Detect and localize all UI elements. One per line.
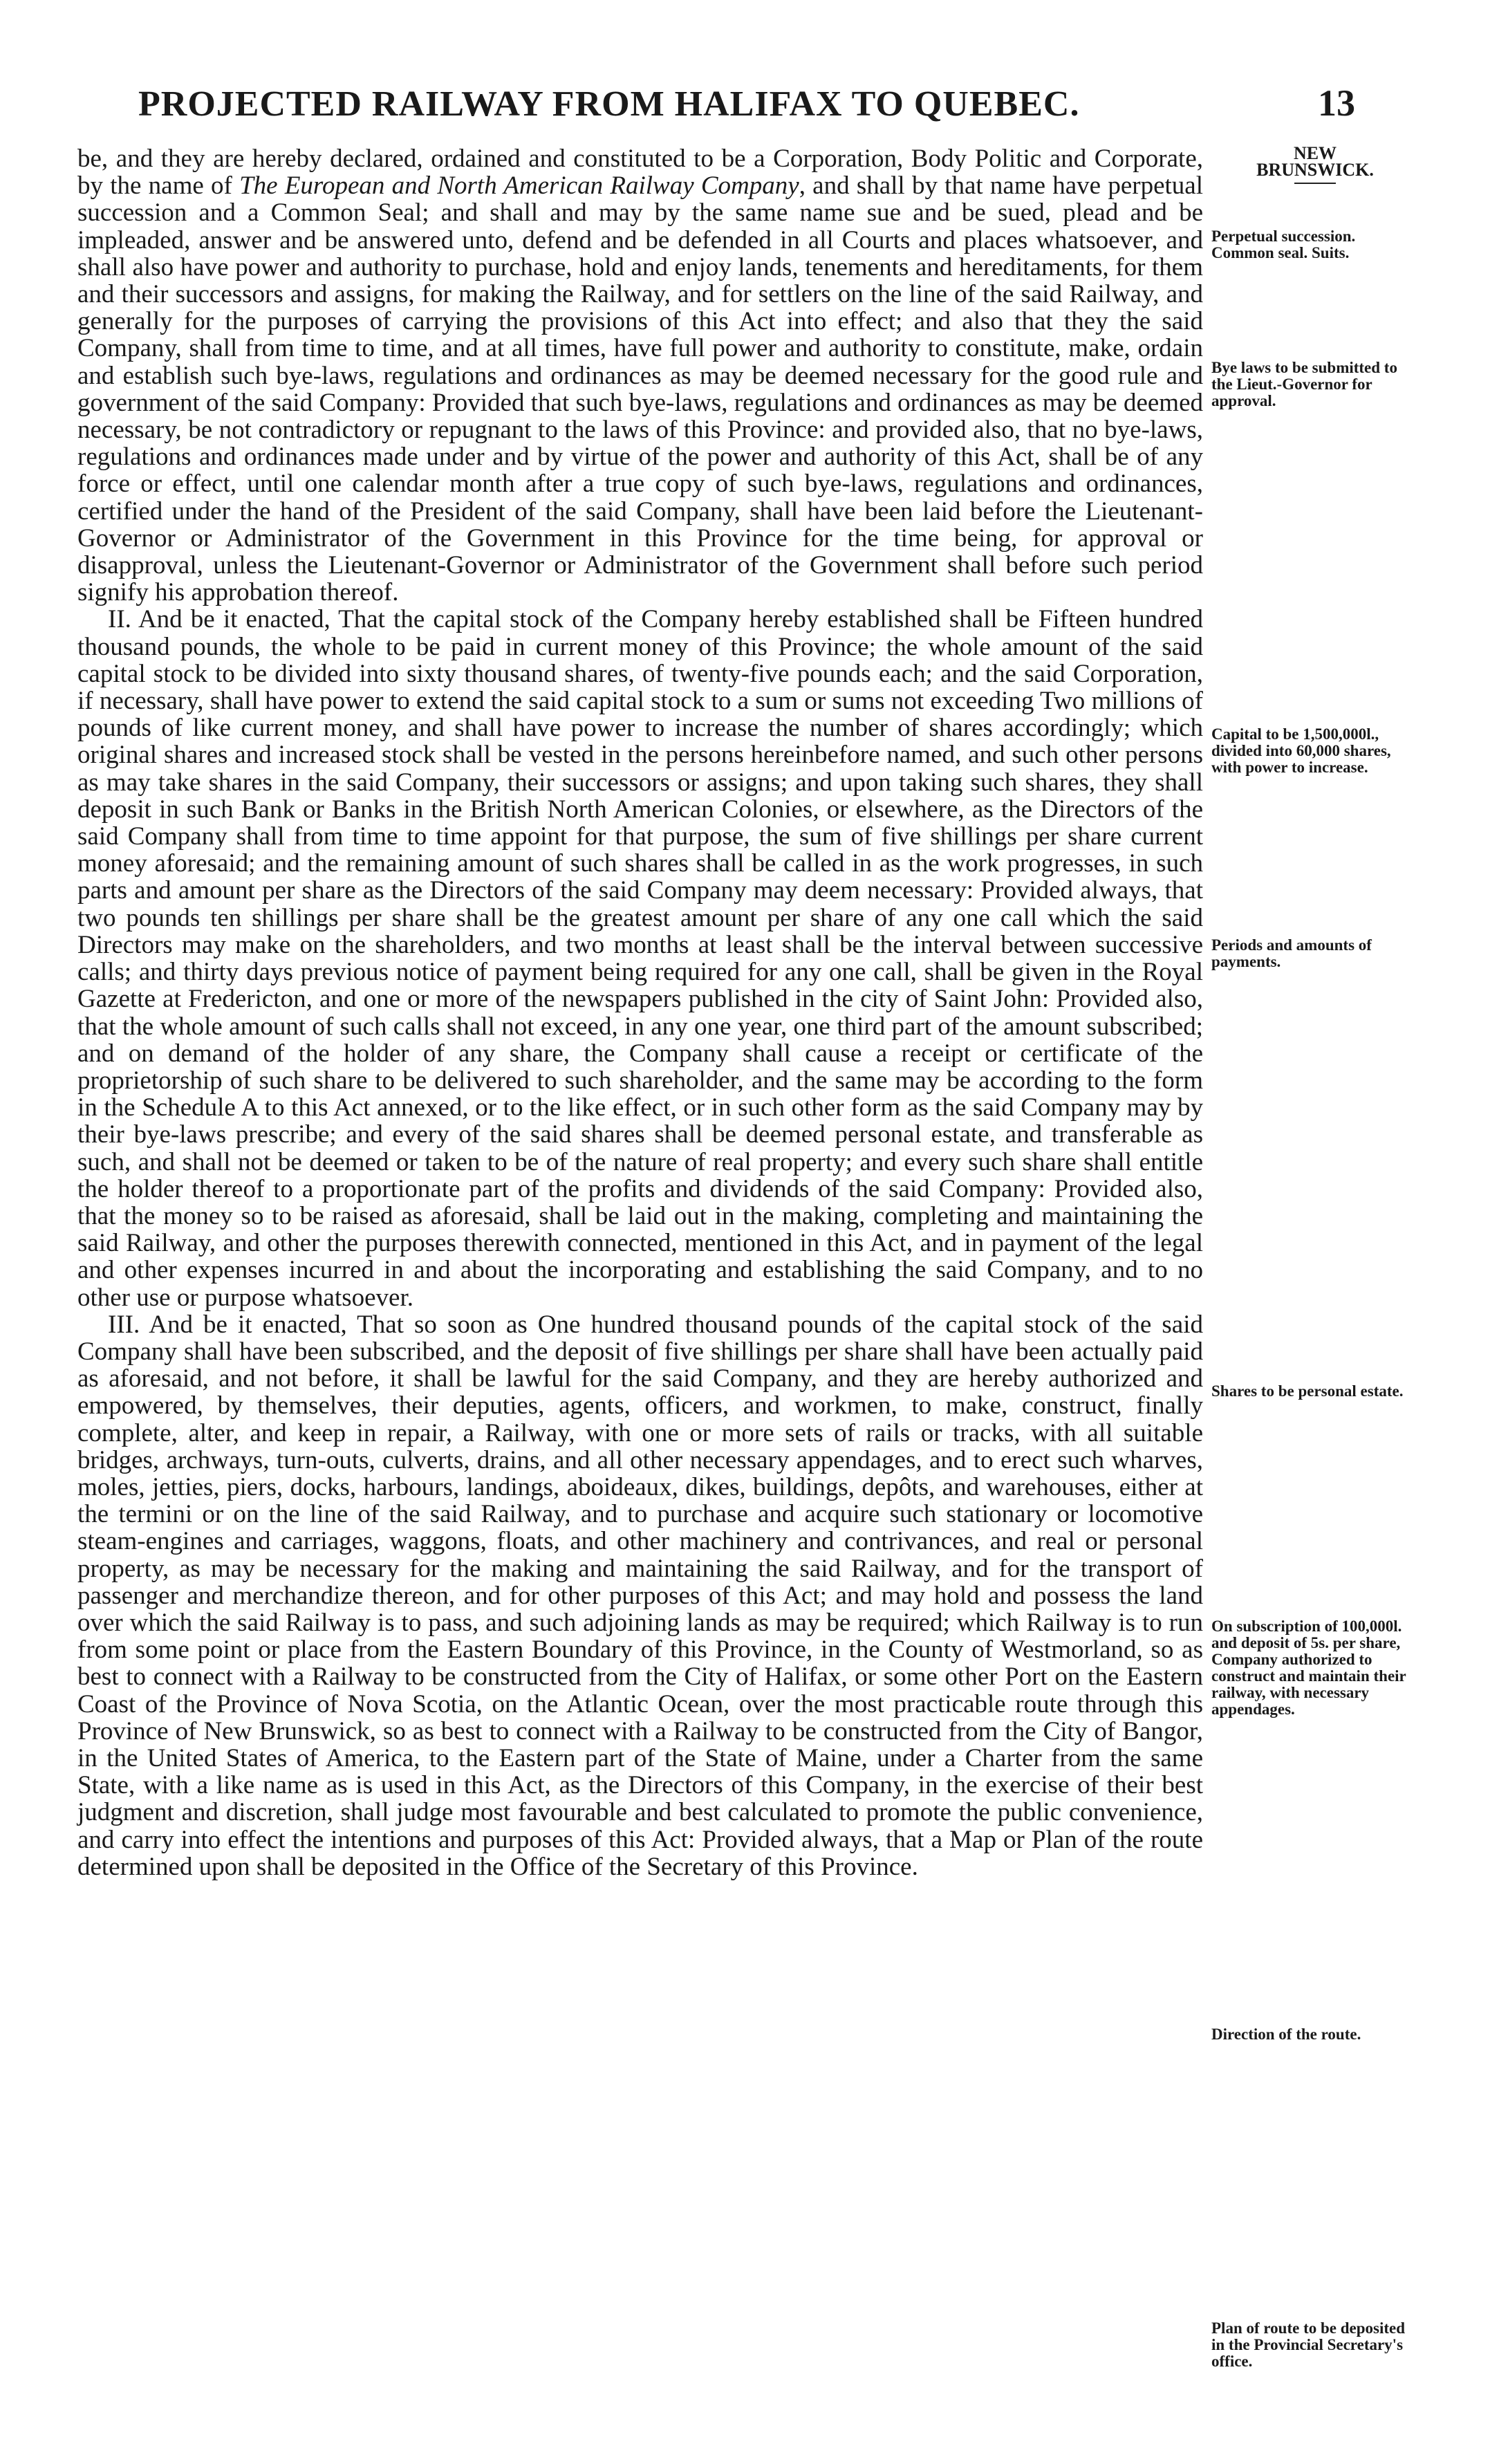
page-number: 13 [1318,82,1355,124]
margin-note-subscription: On subscription of 100,000l. and deposit of 5s. per share, Company authorized to construct and maintain their railway, with necessary appendages. [1211,1618,1406,1718]
running-head: PROJECTED RAILWAY FROM HALIFAX TO QUEBEC. [138,84,1080,124]
margin-rule [1294,183,1336,184]
page-header [138,82,1355,130]
section-1-paragraph: be, and they are hereby declared, ordained and constituted to be a Corporation, Body Politic and Corporate, by the name of The European and North American Railway Company, and shall by that name have perpetual succession and a Common Seal; and shall and may by the same name sue and be sued, plead and be impleaded, answer and be answered unto, defend and be defended in all Courts and places whatsoever, and shall also have power and authority to purchase, hold and enjoy lands, tenements and hereditaments, for them and their successors and assigns, for making the Railway, and for settlers on the line of the said Railway, and generally for the purposes of carrying the provisions of this Act into effect; and also that they the said Company, shall from time to time, and at all times, have full power and authority to constitute, make, ordain and establish such bye-laws, regulations and ordinances as may be deemed necessary for the good rule and government of the said Company: Provided that such bye-laws, regulations and ordinances as may be deemed necessary, be not contradictory or repugnant to the laws of this Province: and provided also, that no bye-laws, regulations and ordinances made under and by virtue of the power and authority of this Act, shall be of any force or effect, until one calendar month after a true copy of such bye-laws, regulations and ordinances, certified under the hand of the President of the said Company, shall have been laid before the Lieutenant-Governor or Administrator of the Government in this Province for the time being, for approval or disapproval, unless the Lieutenant-Governor or Administrator of the Government shall before such period signify his approbation thereof. [77,145,1203,607]
company-name: The European and North American Railway Company [239,172,799,201]
margin-note-direction: Direction of the route. [1211,2026,1361,2043]
section-2-paragraph: II. And be it enacted, That the capital stock of the Company hereby established shall be Fifteen hundred thousand pounds, the whole to be paid in current money of this Province; the whole amount of the said capital stock to be divided into sixty thousand shares, of twenty-five pounds each; and the said Corporation, if necessary, shall have power to extend the said capital stock to a sum or sums not exceeding Two millions of pounds of like current money, and shall have power to increase the number of shares accordingly; which original shares and increased stock shall be vested in the persons hereinbefore named, and such other persons as may take shares in the said Company, their successors or assigns; and upon taking such shares, they shall deposit in such Bank or Banks in the British North American Colonies, or elsewhere, as the Directors of the said Company shall from time to time appoint for that purpose, the sum of five shillings per share current money aforesaid; and the remaining amount of such shares shall be called in as the work progresses, in such parts and amount per share as the Directors of the said Company may deem necessary: Provided always, that two pounds ten shillings per share shall be the greatest amount per share of any one call which the said Directors may make on the shareholders, and two months at least shall be the interval between successive calls; and thirty days previous notice of payment being required for any one call, shall be given in the Royal Gazette at Fredericton, and one or more of the newspapers published in the city of Saint John: Provided also, that the whole amount of such calls shall not exceed, in any one year, one third part of the amount subscribed; and on demand of the holder of any share, the Company shall cause a receipt or certificate of the proprietorship of such share to be delivered to such shareholder, and the same may be according to the form in the Schedule A to this Act annexed, or to the like effect, or in such other form as the said Company may by their bye-laws prescribe; and every of the said shares shall be deemed personal estate, and transferable as such, and shall not be deemed or taken to be of the nature of real property; and every such share shall entitle the holder thereof to a proportionate part of the profits and dividends of the said Company: Provided also, that the money so to be raised as aforesaid, shall be laid out in the making, completing and maintaining the said Railway, and other the purposes therewith connected, mentioned in this Act, and in payment of the legal and other expenses incurred in and about the incorporating and establishing the said Company, and to no other use or purpose whatsoever. [77,605,1203,1312]
margin-note-periods: Periods and amounts of payments. [1211,936,1372,970]
margin-province: NEW BRUNSWICK. [1211,145,1419,184]
margin-note-bye-laws: Bye laws to be submitted to the Lieut.-Governor for approval. [1211,359,1397,409]
margin-note-perpetual: Perpetual succession. Common seal. Suits. [1211,228,1356,261]
section-3-paragraph: III. And be it enacted, That so soon as One hundred thousand pounds of the capital stock of the said Company shall have been subscribed, and the deposit of five shillings per share shall have been actually paid as aforesaid, and not before, it shall be lawful for the said Company, and they are hereby authorized and empowered, by themselves, their deputies, agents, officers, and workmen, to make, construct, finally complete, alter, and keep in repair, a Railway, with one or more sets of rails or tracks, with all suitable bridges, archways, turn-outs, culverts, drains, and all other necessary appendages, and to erect such wharves, moles, jetties, piers, docks, harbours, landings, aboideaux, dikes, buildings, depôts, and warehouses, either at the termini or on the line of the said Railway, and to purchase and acquire such stationary or locomotive steam-engines and carriages, waggons, floats, and other machinery and contrivances, and real or personal property, as may be necessary for the making and maintaining the said Railway, and for the transport of passenger and merchandize thereon, and for other purposes of this Act; and may hold and possess the land over which the said Railway is to pass, and such adjoining lands as may be required; which Railway is to run from some point or place from the Eastern Boundary of this Province, in the County of Westmorland, so as best to connect with a Railway to be constructed from the City of Halifax, or some other Port on the Eastern Coast of the Province of Nova Scotia, on the Atlantic Ocean, over the most practicable route through this Province of New Brunswick, so as best to connect with a Railway to be constructed from the City of Bangor, in the United States of America, to the Eastern part of the State of Maine, under a Charter from the same State, with a like name as is used in this Act, as the Directors of this Company, in the exercise of their best judgment and discretion, shall judge most favourable and best calculated to promote the public convenience, and carry into effect the intentions and purposes of this Act: Provided always, that a Map or Plan of the route determined upon shall be deposited in the Office of the Secretary of this Province. [77,1310,1203,1881]
margin-note-plan: Plan of route to be deposited in the Provincial Secretary's office. [1211,2319,1406,2370]
margin-note-shares-personal: Shares to be personal estate. [1211,1382,1404,1400]
body-text [77,145,1203,1880]
margin-note-capital: Capital to be 1,500,000l., divided into 60,000 shares, with power to increase. [1211,725,1391,776]
